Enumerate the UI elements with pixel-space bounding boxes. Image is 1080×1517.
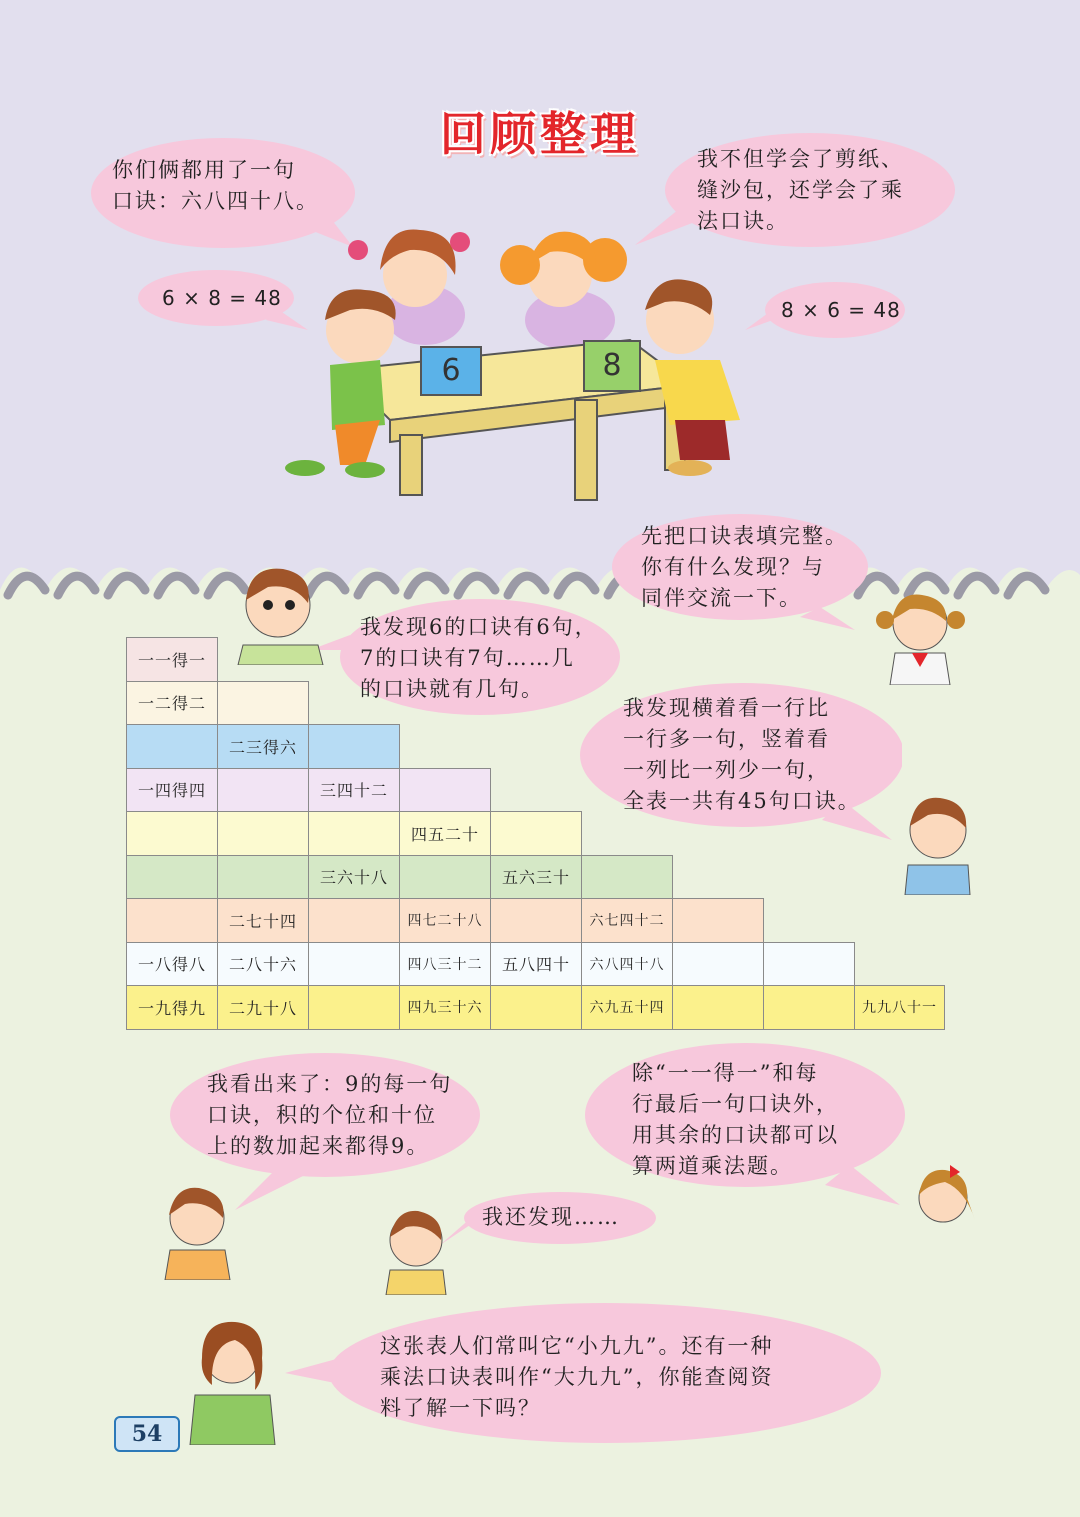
bubble-text-top-left: 你们俩都用了一句 口诀：六八四十八。 [112, 158, 319, 213]
table-cell: 五六三十 [490, 855, 582, 900]
table-cell: 一九得九 [126, 985, 218, 1030]
girl-orange-hair [500, 232, 627, 350]
table-cell: 四五二十 [399, 811, 491, 856]
boy-right [645, 279, 740, 476]
equation-6x8: 6 × 8 = 48 [162, 286, 282, 310]
table-cell [217, 811, 309, 856]
bubble-text-top-right: 我不但学会了剪纸、 缝沙包，还学会了乘 法口诀。 [697, 147, 904, 233]
table-cell [217, 768, 309, 813]
page-number: 54 [114, 1416, 180, 1452]
table-cell [308, 724, 400, 769]
bubble-text-six-rhymes: 我发现6的口诀有6句， 7的口诀有7句……几 的口诀就有几句。 [360, 615, 598, 701]
table-cell [126, 724, 218, 769]
table-cell: 一一得一 [126, 637, 218, 682]
table-cell [490, 811, 582, 856]
table-cell: 二三得六 [217, 724, 309, 769]
bubble-text-fill-table: 先把口诀表填完整。 你有什么发现？与 同伴交流一下。 [641, 524, 848, 610]
table-cell: 四九三十六 [399, 985, 491, 1030]
table-cell: 一四得四 [126, 768, 218, 813]
girl-pigtails-illustration [870, 585, 970, 685]
table-cell: 六九五十四 [581, 985, 673, 1030]
table-cell: 五八四十 [490, 942, 582, 987]
table-cell [126, 898, 218, 943]
bubble-text-rows-cols: 我发现横着看一行比 一行多一句，竖着看 一列比一列少一句， 全表一共有45句口诀。 [623, 696, 861, 813]
bubble-text-also-found: 我还发现…… [482, 1205, 620, 1229]
boy-left [285, 289, 396, 478]
table-cell [490, 898, 582, 943]
table-cell [763, 985, 855, 1030]
table-cell [217, 855, 309, 900]
table-cell [672, 985, 764, 1030]
table-cell: 四八三十二 [399, 942, 491, 987]
table-cell [490, 985, 582, 1030]
table-cell: 三四十二 [308, 768, 400, 813]
table-cell [399, 768, 491, 813]
teacher-illustration [180, 1310, 300, 1445]
table-cell [672, 898, 764, 943]
boy-orange-shirt-illustration [155, 1180, 245, 1280]
table-cell: 二七十四 [217, 898, 309, 943]
table-cell [672, 942, 764, 987]
table-cell [126, 811, 218, 856]
table-cell [308, 942, 400, 987]
table-cell [308, 898, 400, 943]
table-cell [763, 942, 855, 987]
kids-at-table-illustration [270, 220, 770, 510]
table-cell: 一二得二 [126, 681, 218, 726]
table-cell: 一八得八 [126, 942, 218, 987]
number-card-8: 8 [583, 340, 641, 392]
table-cell: 六七四十二 [581, 898, 673, 943]
girl-red-bow-illustration [905, 1160, 985, 1240]
boy-blue-shirt-illustration [900, 790, 975, 895]
bubble-text-two-problems: 除“一一得一”和每 行最后一句口诀外， 用其余的口诀都可以 算两道乘法题。 [632, 1061, 839, 1178]
boy-small-illustration [378, 1205, 458, 1295]
page-title: 回顾整理 [440, 107, 640, 161]
table-cell [308, 811, 400, 856]
table-cell: 二九十八 [217, 985, 309, 1030]
table-cell [217, 681, 309, 726]
boy-thinking-illustration [228, 555, 333, 665]
table-cell: 九九八十一 [854, 985, 945, 1030]
table-cell [581, 855, 673, 900]
table-cell: 二八十六 [217, 942, 309, 987]
number-card-6: 6 [420, 346, 482, 396]
table-cell: 三六十八 [308, 855, 400, 900]
table-cell [399, 855, 491, 900]
bubble-text-teacher: 这张表人们常叫它“小九九”。还有一种 乘法口诀表叫作“大九九”，你能查阅资 料了解一下吗？ [380, 1334, 774, 1420]
bubble-text-nine-sum: 我看出来了：9的每一句 口诀，积的个位和十位 上的数加起来都得9。 [207, 1072, 453, 1158]
table-cell [308, 985, 400, 1030]
equation-8x6: 8 × 6 = 48 [781, 298, 901, 322]
table-cell [126, 855, 218, 900]
table-cell: 四七二十八 [399, 898, 491, 943]
table-cell: 六八四十八 [581, 942, 673, 987]
